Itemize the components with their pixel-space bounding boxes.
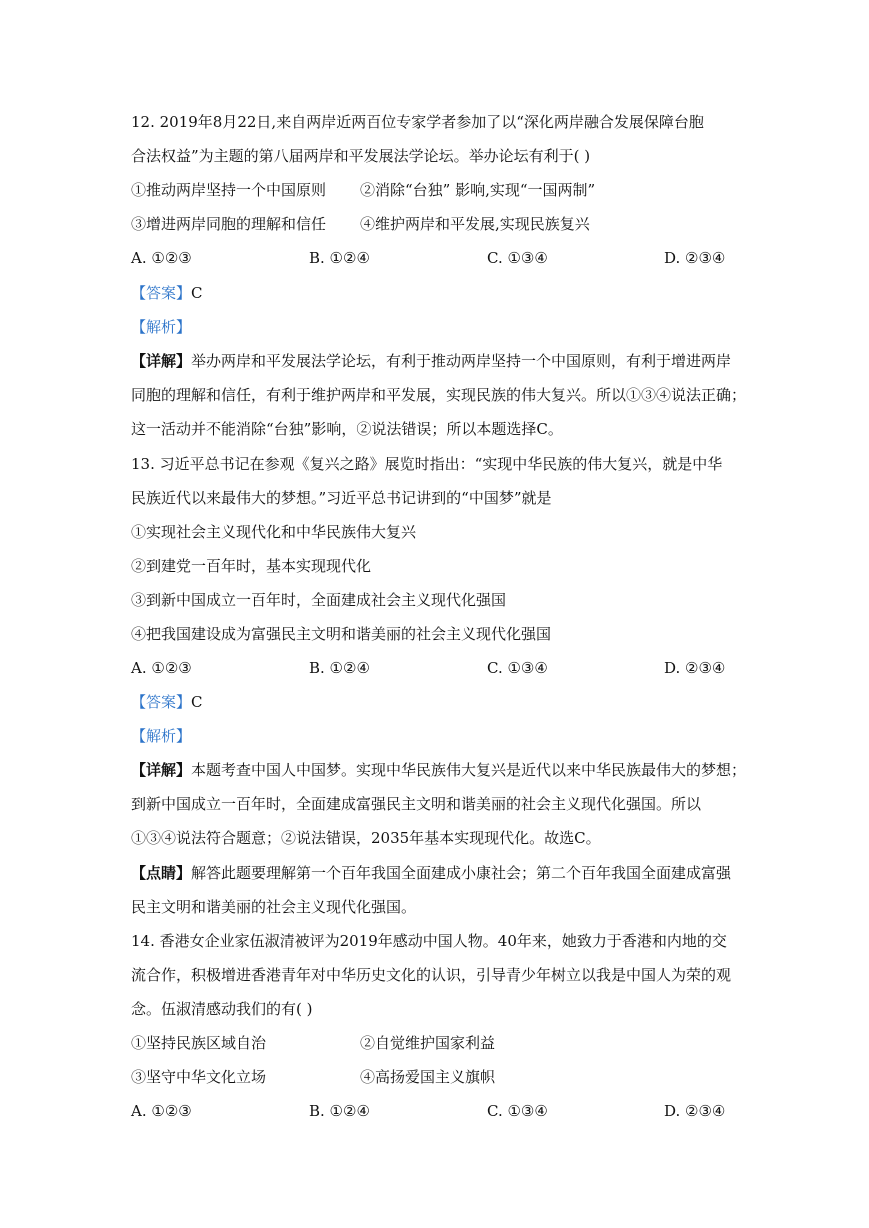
q13-option-c: C. ①③④ (487, 659, 548, 677)
q12-detail-line-3: 这一活动并不能消除“台独”影响，②说法错误；所以本题选择C。 (131, 420, 563, 438)
analysis-tag: 【解析】 (131, 318, 192, 336)
q12-analysis-heading (131, 317, 191, 337)
q14-item-4: ④高扬爱国主义旗帜 (360, 1068, 496, 1086)
q12-answer (131, 283, 203, 303)
q12-stem-line-1: 12. 2019年8月22日,来自两岸近两百位专家学者参加了以“深化两岸融合发展保障台胞 (131, 113, 704, 131)
q13-analysis-heading (131, 726, 191, 746)
q13-answer (131, 692, 203, 712)
q12-option-d: D. ②③④ (664, 249, 726, 267)
detail-tag: 【详解】 (131, 761, 192, 779)
q13-option-d: D. ②③④ (664, 659, 726, 677)
q13-tip-line-2: 民主文明和谐美丽的社会主义现代化强国。 (131, 898, 417, 916)
detail-text: 本题考查中国人中国梦。实现中华民族伟大复兴是近代以来中华民族最伟大的梦想； (191, 761, 747, 779)
q14-stem-line-1: 14. 香港女企业家伍淑清被评为2019年感动中国人物。40年来，她致力于香港和内地的交 (131, 932, 727, 950)
q14-option-b: B. ①②④ (309, 1102, 370, 1120)
q14-item-2: ②自觉维护国家利益 (360, 1034, 496, 1052)
q14-stem-line-2: 流合作，积极增进香港青年对中华历史文化的认识，引导青少年树立以我是中国人为荣的观 (131, 966, 732, 984)
q14-option-d: D. ②③④ (664, 1102, 726, 1120)
q12-option-c: C. ①③④ (487, 249, 548, 267)
q12-detail-line-1 (131, 351, 731, 371)
detail-text: 举办两岸和平发展法学论坛，有利于推动两岸坚持一个中国原则，有利于增进两岸 (191, 352, 732, 370)
q12-option-a: A. ①②③ (131, 249, 192, 267)
q13-stem-line-2: 民族近代以来最伟大的梦想。”习近平总书记讲到的“中国梦”就是 (131, 489, 552, 507)
tip-tag: 【点睛】 (131, 864, 192, 882)
tip-text: 解答此题要理解第一个百年我国全面建成小康社会；第二个百年我国全面建成富强 (191, 864, 732, 882)
q12-item-1: ①推动两岸坚持一个中国原则 (131, 181, 327, 199)
q13-option-b: B. ①②④ (309, 659, 370, 677)
answer-tag: 【答案】 (131, 284, 192, 302)
q13-detail-line-3: ①③④说法符合题意；②说法错误，2035年基本实现现代化。故选C。 (131, 829, 601, 847)
q13-option-a: A. ①②③ (131, 659, 192, 677)
analysis-tag: 【解析】 (131, 727, 192, 745)
q13-item-3: ③到新中国成立一百年时，全面建成社会主义现代化强国 (131, 591, 507, 609)
answer-tag: 【答案】 (131, 693, 192, 711)
q13-item-4: ④把我国建设成为富强民主文明和谐美丽的社会主义现代化强国 (131, 625, 552, 643)
q12-stem-line-2: 合法权益”为主题的第八届两岸和平发展法学论坛。举办论坛有利于( ) (131, 147, 591, 165)
q12-option-b: B. ①②④ (309, 249, 370, 267)
q13-tip-line-1 (131, 863, 731, 883)
detail-tag: 【详解】 (131, 352, 192, 370)
q12-item-4: ④维护两岸和平发展,实现民族复兴 (360, 215, 590, 233)
q13-detail-line-1 (131, 760, 746, 780)
q12-detail-line-2: 同胞的理解和信任，有利于维护两岸和平发展，实现民族的伟大复兴。所以①③④说法正确； (131, 386, 747, 404)
answer-value: C (191, 693, 203, 711)
q13-item-1: ①实现社会主义现代化和中华民族伟大复兴 (131, 523, 417, 541)
q13-detail-line-2: 到新中国成立一百年时，全面建成富强民主文明和谐美丽的社会主义现代化强国。所以 (131, 795, 702, 813)
q13-stem-line-1: 13. 习近平总书记在参观《复兴之路》展览时指出：“实现中华民族的伟大复兴，就是中华 (131, 455, 723, 473)
q14-stem-line-3: 念。伍淑清感动我们的有( ) (131, 1000, 313, 1018)
answer-value: C (191, 284, 203, 302)
q14-option-c: C. ①③④ (487, 1102, 548, 1120)
q14-item-1: ①坚持民族区域自治 (131, 1034, 267, 1052)
q13-item-2: ②到建党一百年时，基本实现现代化 (131, 557, 372, 575)
q12-item-3: ③增进两岸同胞的理解和信任 (131, 215, 327, 233)
q12-item-2: ②消除“台独” 影响,实现“一国两制” (360, 181, 596, 199)
q14-item-3: ③坚守中华文化立场 (131, 1068, 267, 1086)
q14-option-a: A. ①②③ (131, 1102, 192, 1120)
